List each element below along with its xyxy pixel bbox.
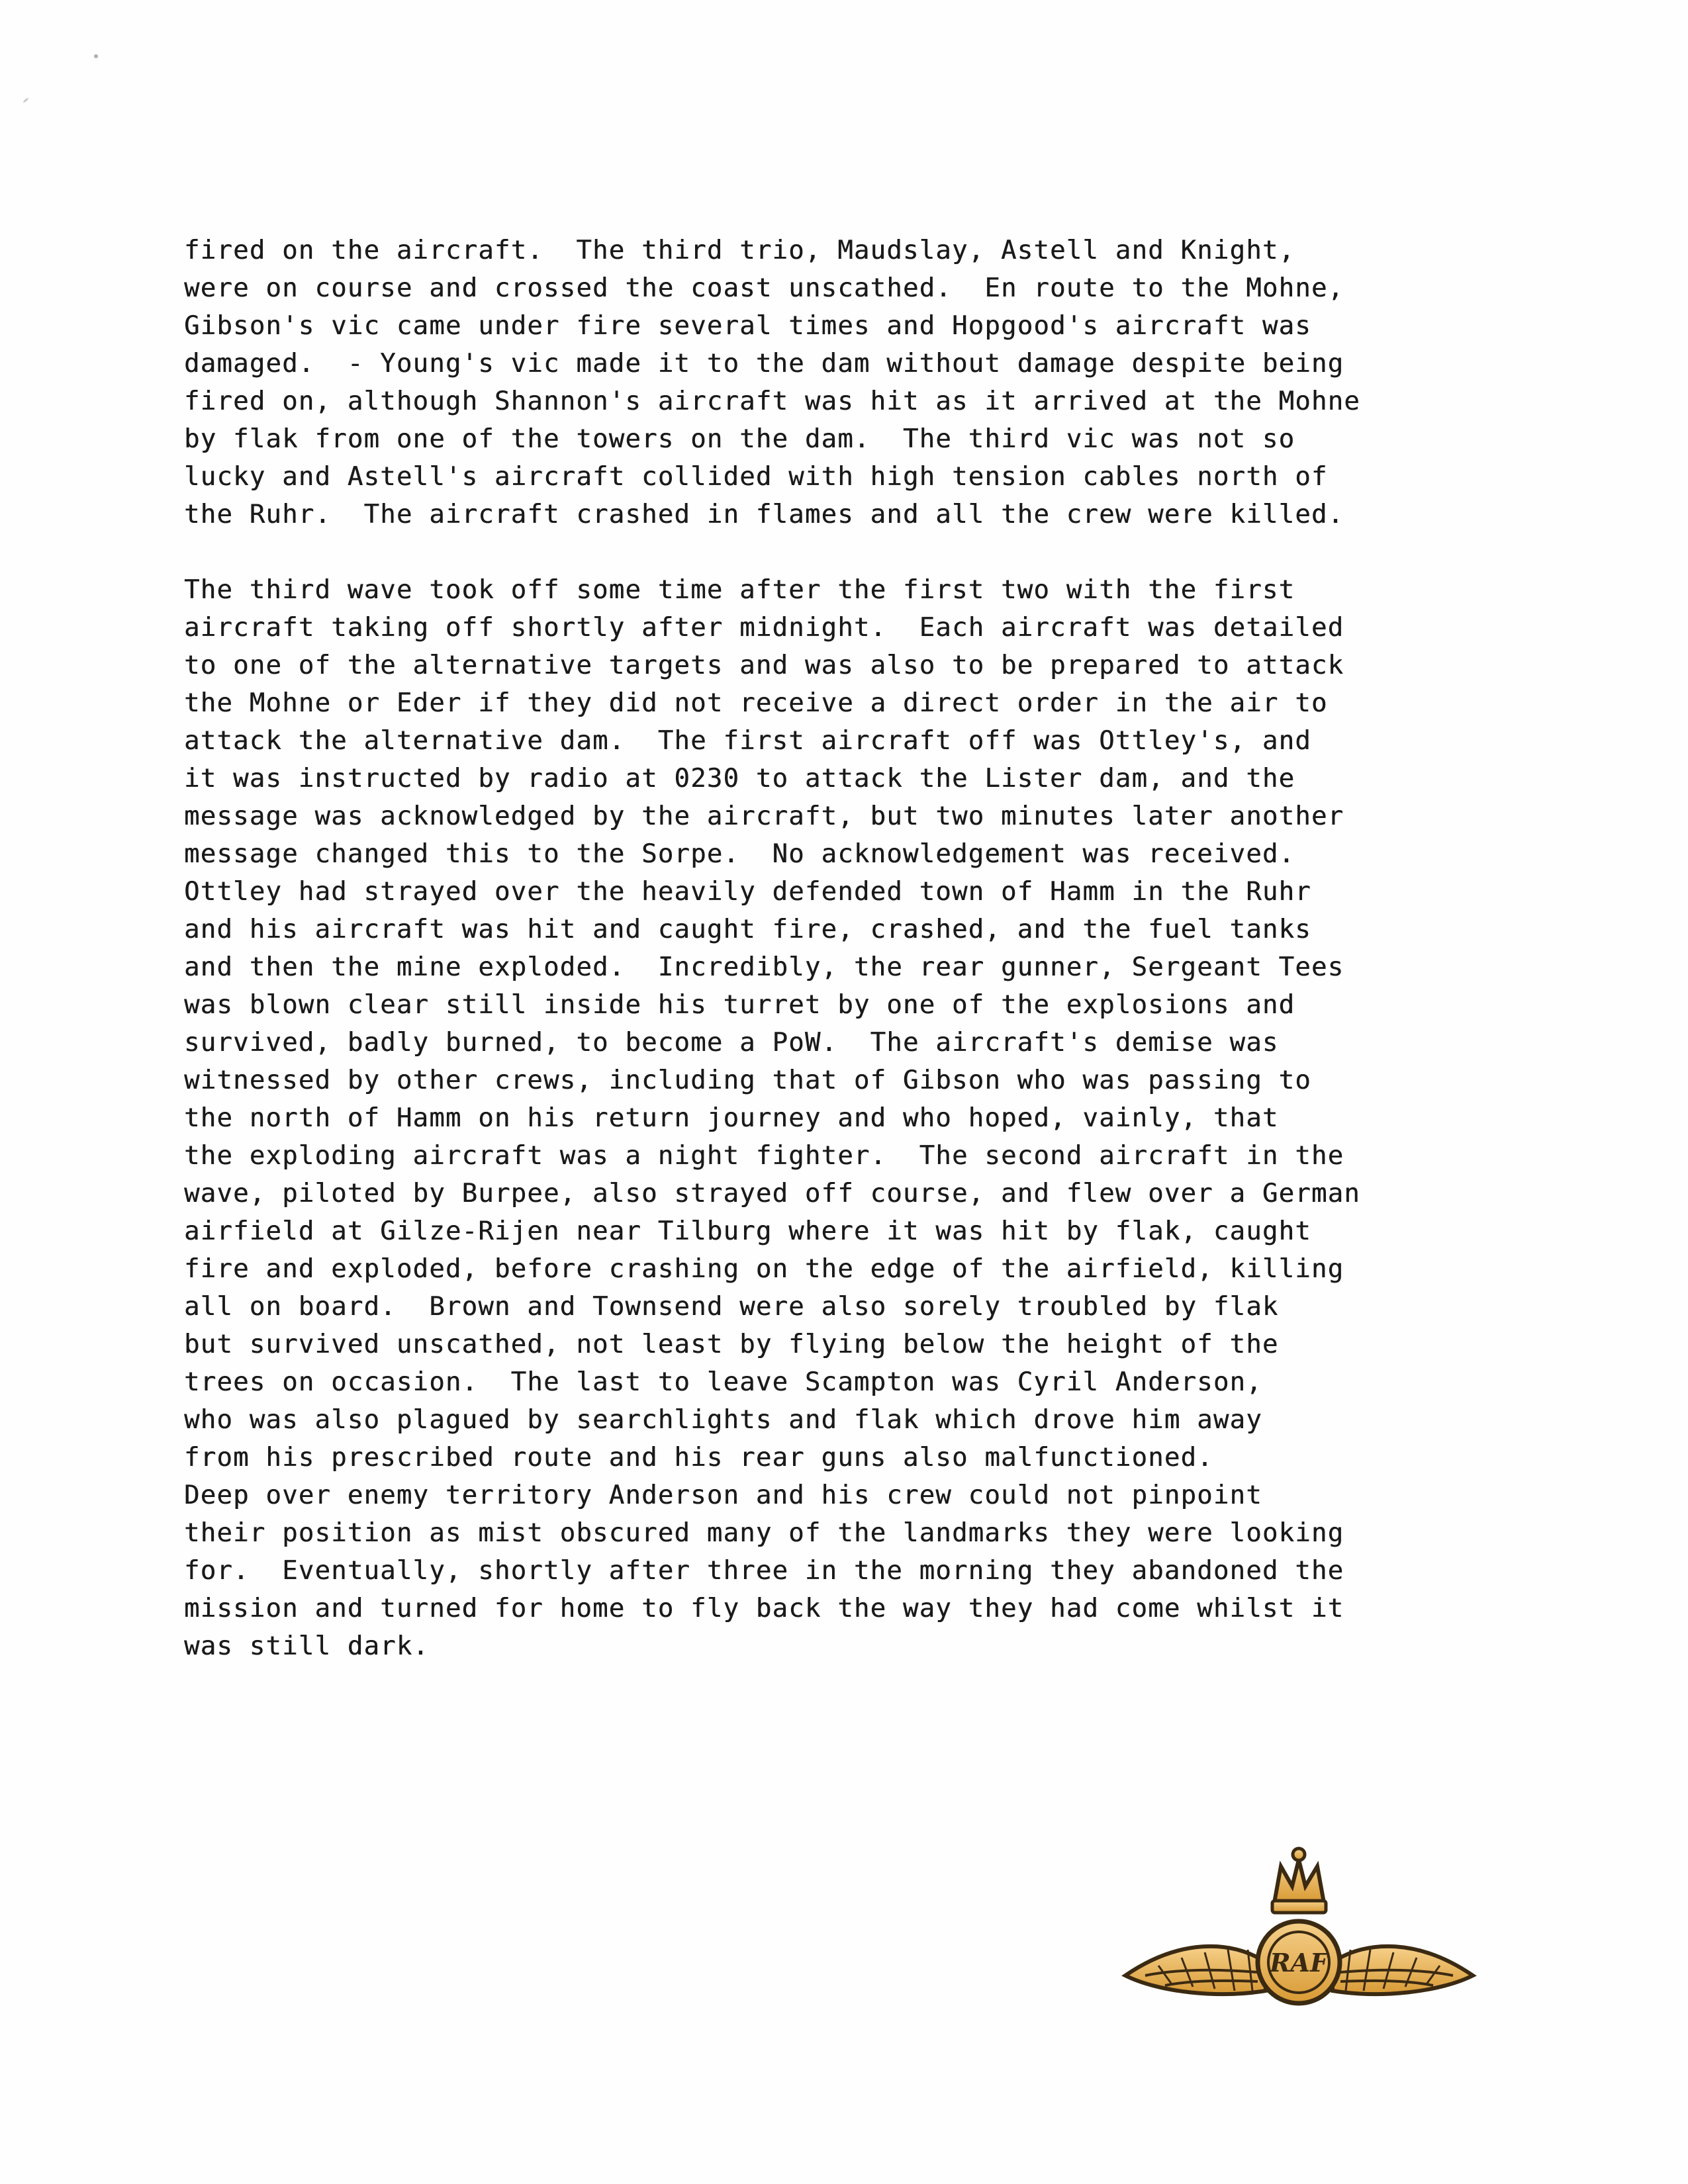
- text-line: damaged. - Young's vic made it to the dam without damage despite being: [184, 349, 1344, 379]
- text-line: for. Eventually, shortly after three in the morning they abandoned the: [184, 1556, 1344, 1586]
- text-line: were on course and crossed the coast unscathed. En route to the Mohne,: [184, 273, 1344, 303]
- text-line: all on board. Brown and Townsend were also sorely troubled by flak: [184, 1292, 1279, 1322]
- text-line: attack the alternative dam. The first aircraft off was Ottley's, and: [184, 726, 1311, 756]
- paragraph-2: [184, 571, 1481, 1665]
- text-line: The third wave took off some time after the first two with the first: [184, 575, 1295, 605]
- right-wing: [1333, 1946, 1473, 1994]
- text-line: the Ruhr. The aircraft crashed in flames and all the crew were killed.: [184, 500, 1344, 529]
- text-line: but survived unscathed, not least by flying below the height of the: [184, 1330, 1279, 1359]
- text-line: aircraft taking off shortly after midnight. Each aircraft was detailed: [184, 613, 1344, 643]
- text-line: from his prescribed route and his rear guns also malfunctioned.: [184, 1443, 1213, 1473]
- text-line: fired on the aircraft. The third trio, Maudslay, Astell and Knight,: [184, 236, 1295, 265]
- text-line: message changed this to the Sorpe. No acknowledgement was received.: [184, 839, 1295, 869]
- text-line: Gibson's vic came under fire several times and Hopgood's aircraft was: [184, 311, 1311, 341]
- crown-icon: [1272, 1848, 1326, 1913]
- text-line: trees on occasion. The last to leave Scampton was Cyril Anderson,: [184, 1367, 1262, 1397]
- text-line: it was instructed by radio at 0230 to attack the Lister dam, and the: [184, 764, 1295, 794]
- scan-speck: [94, 54, 98, 58]
- text-line: their position as mist obscured many of the landmarks they were looking: [184, 1518, 1344, 1548]
- text-line: airfield at Gilze-Rijen near Tilburg where it was hit by flak, caught: [184, 1216, 1311, 1246]
- text-line: and his aircraft was hit and caught fire, crashed, and the fuel tanks: [184, 915, 1311, 944]
- text-line: the exploding aircraft was a night fighter. The second aircraft in the: [184, 1141, 1344, 1171]
- text-line: was blown clear still inside his turret by one of the explosions and: [184, 990, 1295, 1020]
- text-line: message was acknowledged by the aircraft, but two minutes later another: [184, 801, 1344, 831]
- paragraph-1: [184, 232, 1481, 533]
- left-wing: [1125, 1946, 1266, 1994]
- text-line: the Mohne or Eder if they did not receive a direct order in the air to: [184, 688, 1328, 718]
- text-line: Deep over enemy territory Anderson and his crew could not pinpoint: [184, 1480, 1262, 1510]
- logo-text: RAF: [1269, 1948, 1329, 1978]
- typed-text-body: [184, 232, 1481, 1665]
- text-line: by flak from one of the towers on the dam. The third vic was not so: [184, 424, 1295, 454]
- text-line: Ottley had strayed over the heavily defended town of Hamm in the Ruhr: [184, 877, 1311, 907]
- text-line: to one of the alternative targets and was also to be prepared to attack: [184, 651, 1344, 680]
- text-line: witnessed by other crews, including that of Gibson who was passing to: [184, 1066, 1311, 1095]
- text-line: was still dark.: [184, 1631, 430, 1661]
- text-line: fire and exploded, before crashing on the edge of the airfield, killing: [184, 1254, 1344, 1284]
- text-line: mission and turned for home to fly back the way they had come whilst it: [184, 1594, 1344, 1623]
- text-line: survived, badly burned, to become a PoW. The aircraft's demise was: [184, 1028, 1279, 1058]
- text-line: lucky and Astell's aircraft collided with high tension cables north of: [184, 462, 1328, 492]
- text-line: who was also plagued by searchlights and flak which drove him away: [184, 1405, 1262, 1435]
- scan-speck: [23, 97, 29, 103]
- text-line: and then the mine exploded. Incredibly, the rear gunner, Sergeant Tees: [184, 952, 1344, 982]
- text-line: wave, piloted by Burpee, also strayed off course, and flew over a German: [184, 1179, 1360, 1208]
- raf-wings-icon: [1119, 1840, 1479, 2052]
- wreath-emblem: [1258, 1921, 1340, 2003]
- text-line: the north of Hamm on his return journey and who hoped, vainly, that: [184, 1103, 1279, 1133]
- text-line: fired on, although Shannon's aircraft was hit as it arrived at the Mohne: [184, 387, 1360, 416]
